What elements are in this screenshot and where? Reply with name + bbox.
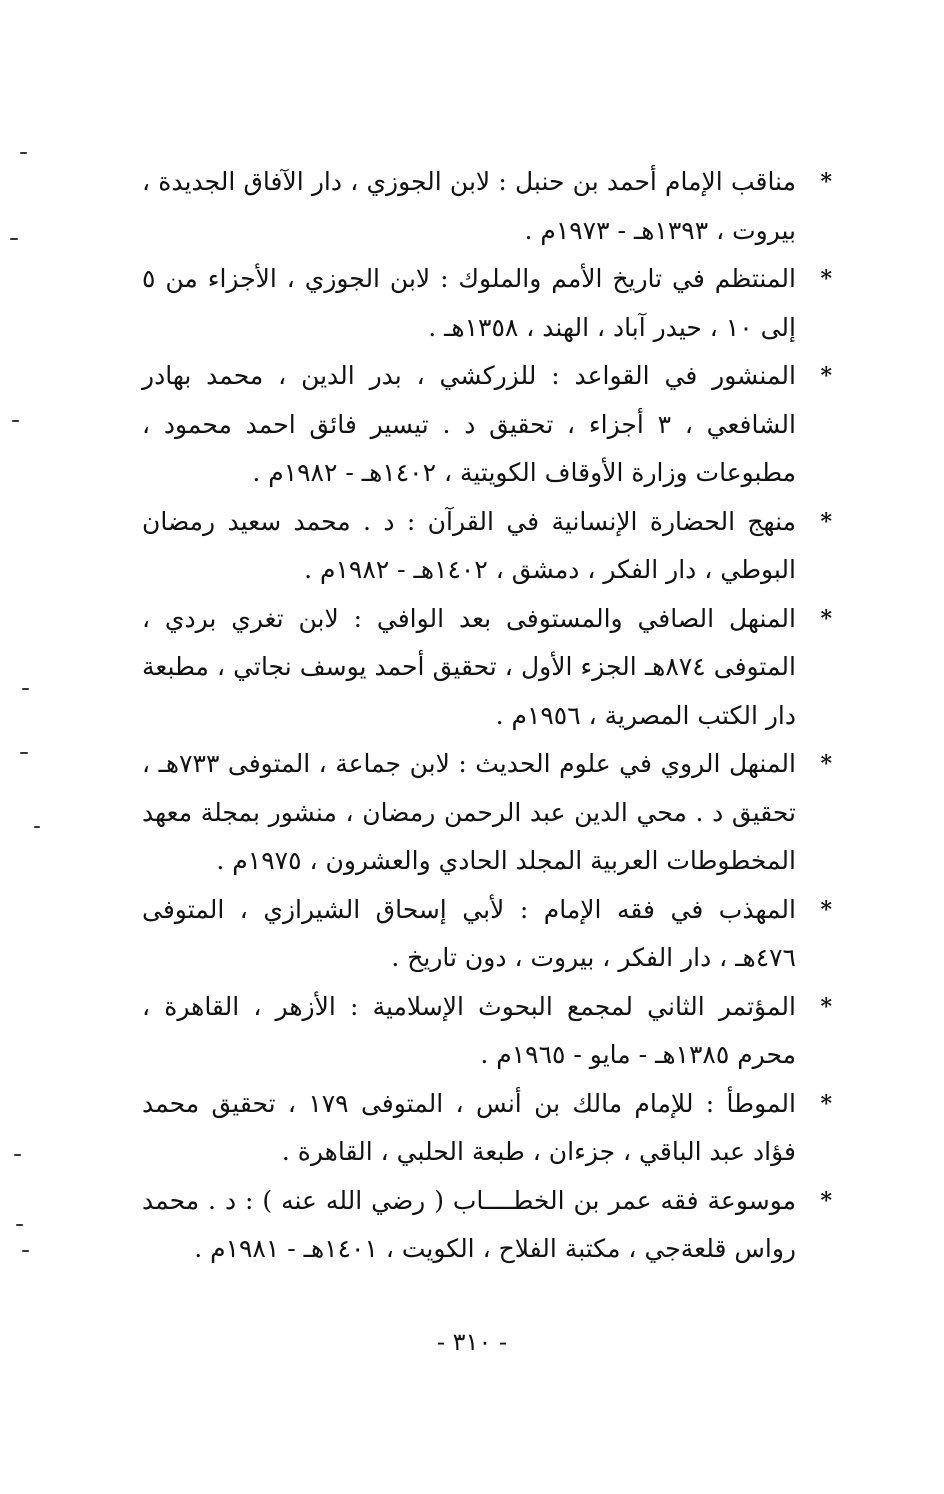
bibliography-entry: [142, 158, 832, 255]
asterisk-icon: *: [820, 896, 832, 923]
asterisk-icon: *: [820, 508, 832, 535]
bibliography-list: [142, 158, 832, 1274]
entry-text: المنهل الروي في علوم الحديث : لابن جماعة ، المتوفى ٧٣٣هـ ، تحقيق د . محي الدين عبد الرحمن رمضان ، منشور بمجلة معهد المخطوطات العربية المجلد الحادي والعشرون ، ١٩٧٥م .: [142, 749, 796, 875]
bibliography-entry: [142, 255, 832, 352]
asterisk-icon: *: [820, 266, 832, 292]
entry-text: المؤتمر الثاني لمجمع البحوث الإسلامية : الأزهر ، القاهرة ، محرم ١٣٨٥هـ - مايو - ١٩٦٥م .: [142, 991, 796, 1069]
asterisk-icon: *: [820, 605, 832, 632]
asterisk-icon: *: [820, 1090, 832, 1117]
page-number: - ٣١٠ -: [436, 1328, 508, 1356]
scan-mark: [14, 1154, 21, 1156]
entry-text: موسوعة فقه عمر بن الخطــــاب ( رضي الله عنه ) : د . محمد رواس قلعةجي ، مكتبة الفلاح ، الكويت ، ١٤٠١هـ - ١٩٨١م .: [142, 1185, 796, 1263]
entry-text: المنشور في القواعد : للزركشي ، بدر الدين ، محمد بهادر الشافعي ، ٣ أجزاء ، تحقيق د . تيسير فائق احمد محمود ، مطبوعات وزارة الأوقاف الكويتية ، ١٤٠٢هـ - ١٩٨٢م .: [142, 361, 796, 487]
entry-text: مناقب الإمام أحمد بن حنبل : لابن الجوزي ، دار الآفاق الجديدة ، بيروت ، ١٣٩٣هـ - ١٩٧٣م .: [142, 167, 796, 245]
scan-mark: [12, 420, 19, 422]
entry-text: المنهل الصافي والمستوفى بعد الوافي : لابن تغري بردي ، المتوفى ٨٧٤هـ الجزء الأول ، تحقيق أحمد يوسف نجاتي ، مطبعة دار الكتب المصرية ، ١٩٥٦م .: [142, 603, 796, 730]
bibliography-entry: [142, 498, 832, 595]
entry-text: المهذب في فقه الإمام : لأبي إسحاق الشيرازي ، المتوفى ٤٧٦هـ ، دار الفكر ، بيروت ، دون تاريخ .: [142, 894, 796, 972]
bibliography-entry: [142, 595, 832, 741]
scan-mark: [22, 688, 29, 690]
scan-mark: [20, 152, 27, 154]
bibliography-entry: [142, 1177, 832, 1274]
bibliography-entry: [142, 1080, 832, 1177]
bibliography-entry: [142, 740, 832, 886]
scan-mark: [20, 752, 28, 754]
scan-mark: [34, 826, 40, 828]
asterisk-icon: *: [820, 751, 832, 777]
scan-mark: [22, 1250, 29, 1252]
entry-text: المنتظم في تاريخ الأمم والملوك : لابن الجوزي ، الأجزاء من ٥ إلى ١٠ ، حيدر آباد ، الهند ، ١٣٥٨هـ .: [142, 264, 796, 342]
asterisk-icon: *: [820, 363, 832, 389]
scan-mark: [16, 1224, 23, 1226]
asterisk-icon: *: [820, 993, 832, 1020]
entry-text: الموطأ : للإمام مالك بن أنس ، المتوفى ١٧٩ ، تحقيق محمد فؤاد عبد الباقي ، جزءان ، طبعة الحلبي ، القاهرة .: [142, 1088, 796, 1166]
bibliography-entry: [142, 983, 832, 1080]
entry-text: منهج الحضارة الإنسانية في القرآن : د . محمد سعيد رمضان البوطي ، دار الفكر ، دمشق ، ١٤٠٢هـ - ١٩٨٢م .: [142, 506, 796, 584]
bibliography-entry: [142, 886, 832, 983]
asterisk-icon: *: [820, 169, 832, 195]
asterisk-icon: *: [820, 1187, 832, 1214]
scan-mark: [10, 238, 18, 240]
bibliography-entry: [142, 352, 832, 498]
